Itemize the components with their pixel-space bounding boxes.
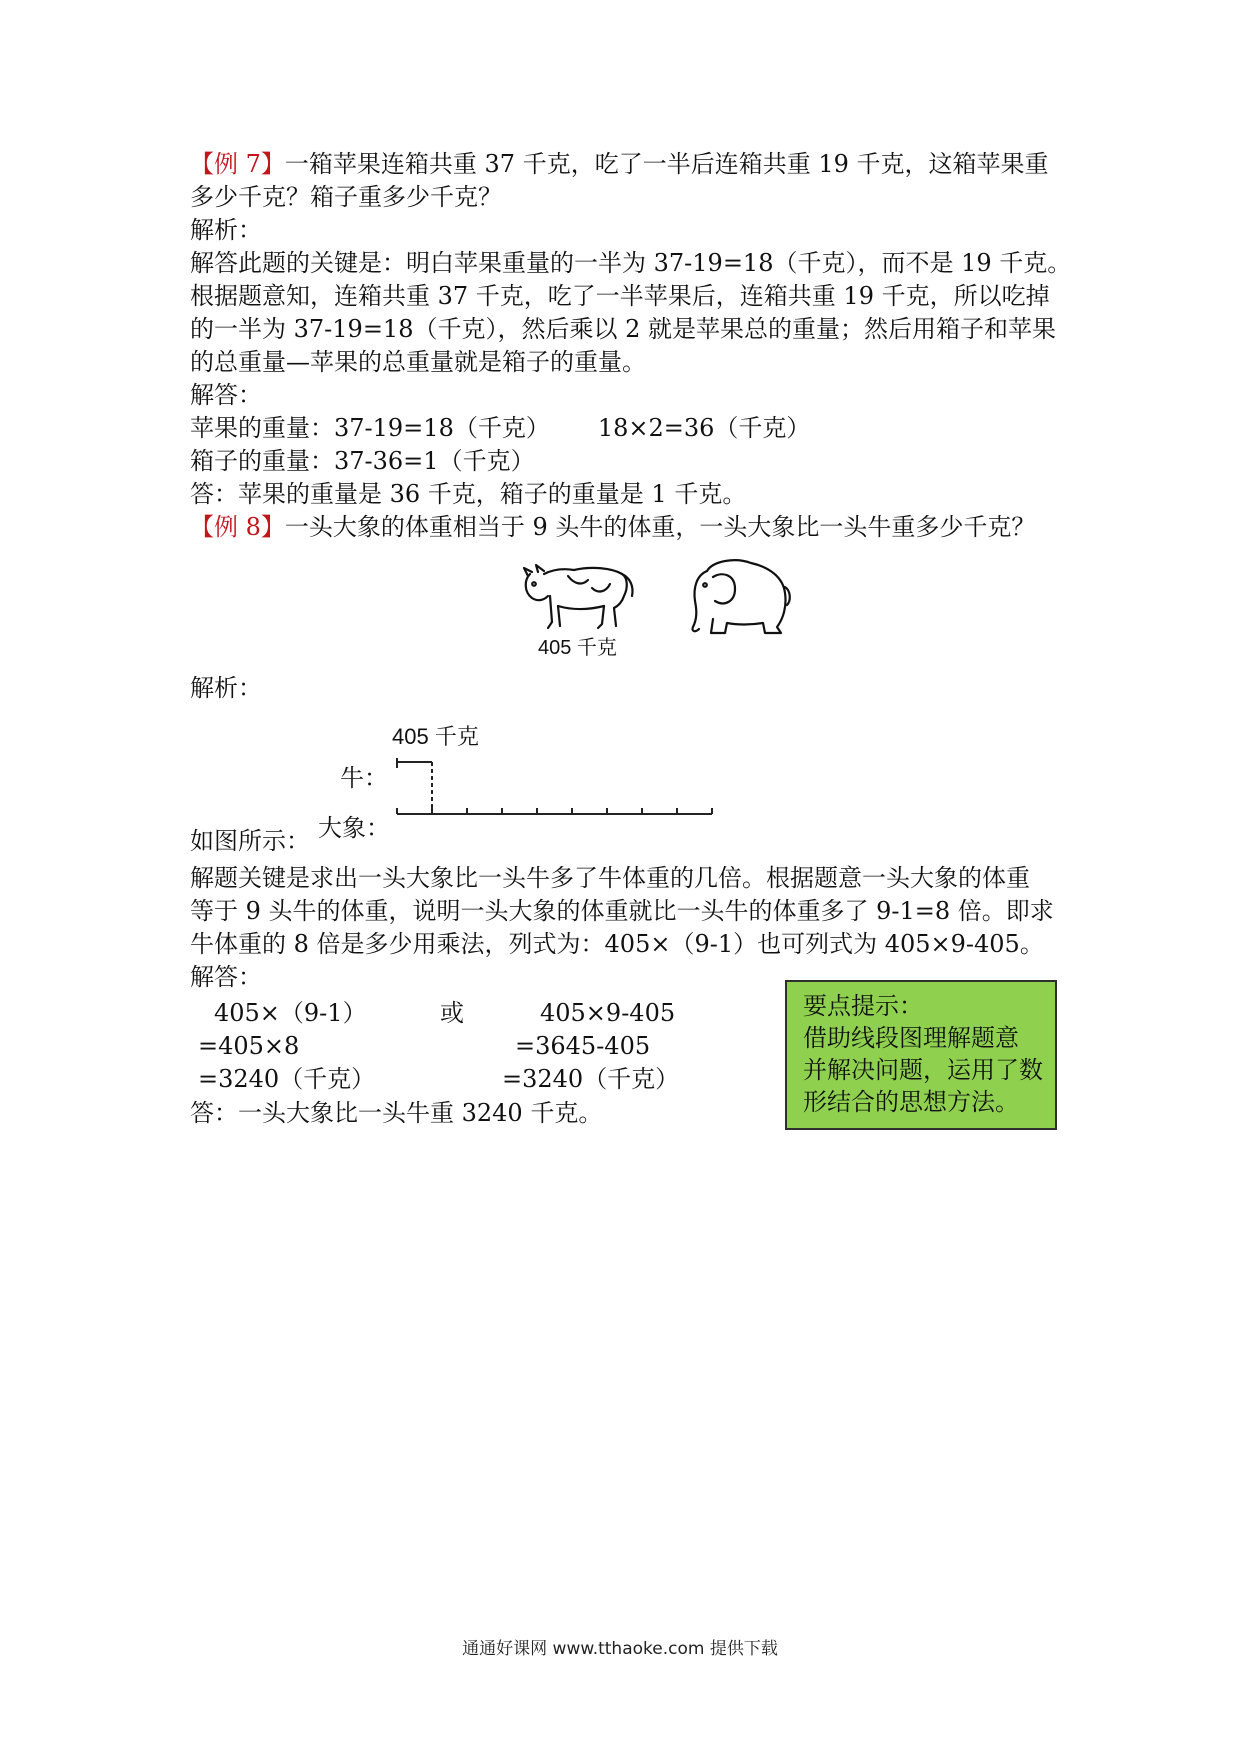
ex8-as-shown-label: 如图所示： (190, 827, 310, 855)
diagram-cow-value-label: 405 千克 (392, 724, 479, 749)
ex7-analysis-line-2: 根据题意知，连箱共重 37 千克，吃了一半苹果后，连箱共重 19 千克，所以吃掉 (190, 282, 1050, 310)
tip-line-2: 并解决问题，运用了数 (803, 1056, 1043, 1084)
ex7-question-line-2: 多少千克？箱子重多少千克？ (190, 183, 502, 211)
left-calc-line-1: 405×（9-1） (214, 999, 367, 1027)
ex7-solution-label: 解答： (190, 381, 262, 409)
left-calc-line-3: =3240（千克） (198, 1065, 376, 1093)
ex7-analysis-line-1: 解答此题的关键是：明白苹果重量的一半为 37-19=18（千克），而不是 19 千克。 (190, 249, 1072, 277)
ex8-analysis-line-3: 牛体重的 8 倍是多少用乘法，列式为：405×（9-1）也可列式为 405×9-405。 (190, 930, 1044, 958)
ex7-analysis-line-4: 的总重量—苹果的总重量就是箱子的重量。 (190, 348, 646, 376)
footer-source: 通通好课网 www.tthaoke.com 提供下载 (462, 1639, 778, 1659)
ex7-question-text-1: 一箱苹果连箱共重 37 千克，吃了一半后连箱共重 19 千克，这箱苹果重 (284, 150, 1049, 178)
tip-line-3: 形结合的思想方法。 (803, 1088, 1019, 1116)
key-points-tip-box (785, 980, 1057, 1130)
right-calc-line-3: =3240（千克） (502, 1065, 680, 1093)
tip-line-1: 借助线段图理解题意 (803, 1024, 1019, 1052)
line-segment-diagram (395, 756, 725, 826)
cow-illustration (522, 562, 638, 634)
tip-title: 要点提示： (803, 992, 923, 1020)
right-calc-line-1: 405×9-405 (540, 999, 676, 1027)
ex8-analysis-line-1: 解题关键是求出一头大象比一头牛多了牛体重的几倍。根据题意一头大象的体重 (190, 864, 1030, 892)
right-calc-line-2: =3645-405 (515, 1032, 651, 1060)
cow-picture-caption: 405 千克 (538, 637, 617, 659)
elephant-illustration (685, 557, 791, 637)
ex7-apple-weight-calc: 苹果的重量：37-19=18（千克） (190, 414, 550, 442)
ex8-tag: 【例 8】 (190, 513, 285, 541)
ex8-solution-label: 解答： (190, 963, 262, 991)
ex8-analysis-line-2: 等于 9 头牛的体重，说明一头大象的体重就比一头牛的体重多了 9-1=8 倍。即求 (190, 897, 1054, 925)
or-label: 或 (440, 999, 464, 1027)
ex8-answer: 答：一头大象比一头牛重 3240 千克。 (190, 1099, 603, 1127)
ex8-question-text: 一头大象的体重相当于 9 头牛的体重，一头大象比一头牛重多少千克？ (284, 513, 1036, 541)
ex7-question-line-1 (190, 148, 1049, 181)
diagram-elephant-label: 大象： (318, 814, 390, 842)
ex7-solution-line-1 (190, 412, 810, 445)
ex7-answer: 答：苹果的重量是 36 千克，箱子的重量是 1 千克。 (190, 480, 747, 508)
ex7-analysis-line-3: 的一半为 37-19=18（千克），然后乘以 2 就是苹果总的重量；然后用箱子和苹果 (190, 315, 1056, 343)
ex7-tag: 【例 7】 (190, 150, 285, 178)
ex7-box-weight-calc: 箱子的重量：37-36=1（千克） (190, 447, 535, 475)
diagram-cow-label: 牛： (340, 764, 388, 792)
ex7-analysis-label: 解析： (190, 216, 262, 244)
ex8-question-line (190, 511, 1035, 544)
ex7-apple-total-calc: 18×2=36（千克） (597, 414, 811, 442)
ex8-analysis-label: 解析： (190, 674, 262, 702)
left-calc-line-2: =405×8 (198, 1032, 300, 1060)
